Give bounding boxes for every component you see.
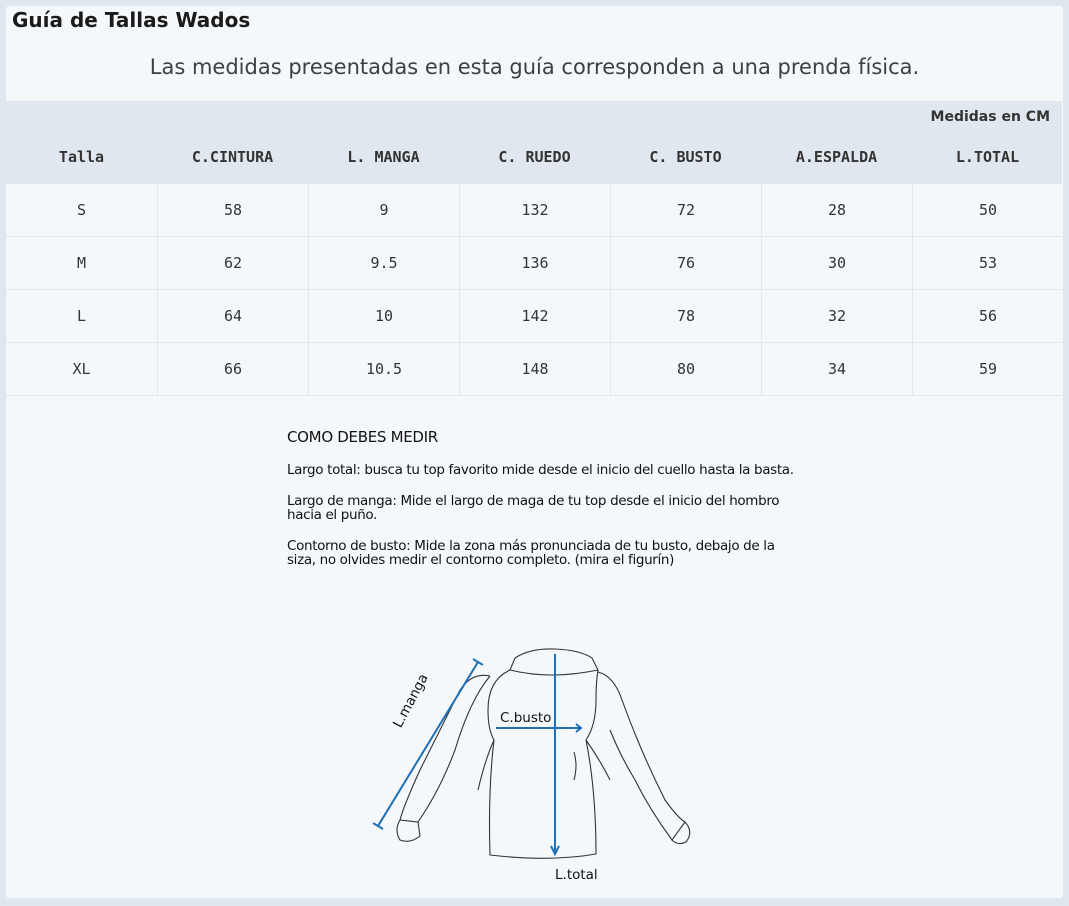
table-cell: L	[76, 307, 87, 325]
column-header: L. MANGA	[347, 148, 420, 166]
table-cell: 56	[912, 290, 1063, 342]
table-cell: 132	[459, 184, 610, 236]
table-cell: 9.5	[308, 237, 459, 289]
table-cell: 58	[157, 184, 308, 236]
table-cell: 64	[157, 290, 308, 342]
table-cell: M	[76, 254, 87, 272]
table-cell: 10.5	[308, 343, 459, 395]
table-header	[6, 101, 1062, 184]
table-cell: 50	[912, 184, 1063, 236]
total-length-label: L.total	[555, 867, 598, 883]
size-table	[6, 101, 1062, 396]
table-cell: 136	[459, 237, 610, 289]
table-cell: 80	[610, 343, 761, 395]
instruction-sleeve-length: Largo de manga: Mide el largo de maga de tu top desde el inicio del hombro hacia el puño.	[287, 493, 780, 523]
measurement-lines	[373, 654, 581, 854]
garment-figure	[360, 640, 710, 890]
table-cell: 10	[308, 290, 459, 342]
instruction-bust: Contorno de busto: Mide la zona más pronunciada de tu busto, debajo de la siza, no olvides medir el contorno completo. (mira el figurín)	[287, 538, 775, 568]
table-row	[6, 237, 1062, 290]
bust-label: C.busto	[500, 710, 552, 726]
column-header: A.ESPALDA	[795, 148, 878, 166]
garment-illustration	[360, 640, 710, 890]
table-cell: 34	[761, 343, 912, 395]
table-row	[6, 184, 1062, 237]
table-cell: 66	[157, 343, 308, 395]
table-cell: 28	[761, 184, 912, 236]
table-body	[6, 184, 1062, 396]
shirt-outline	[397, 649, 690, 858]
table-cell: XL	[72, 360, 91, 378]
page-title: Guía de Tallas Wados	[12, 8, 251, 32]
units-label: Medidas en CM	[930, 109, 1050, 125]
header-row	[6, 139, 1062, 175]
table-cell: 59	[912, 343, 1063, 395]
table-cell: 72	[610, 184, 761, 236]
table-cell: S	[76, 201, 87, 219]
sleeve-length-label: L.manga	[390, 671, 432, 731]
table-cell: 32	[761, 290, 912, 342]
table-cell: 76	[610, 237, 761, 289]
column-header: Talla	[58, 148, 105, 166]
table-cell: 78	[610, 290, 761, 342]
sleeve-measure-line	[378, 662, 478, 826]
table-cell: 30	[761, 237, 912, 289]
column-header: C. BUSTO	[649, 148, 722, 166]
page-subtitle: Las medidas presentadas en esta guía corresponden a una prenda física.	[149, 55, 920, 79]
table-row	[6, 343, 1062, 396]
table-cell: 62	[157, 237, 308, 289]
table-row	[6, 290, 1062, 343]
column-header: L.TOTAL	[955, 148, 1020, 166]
column-header: C.CINTURA	[191, 148, 274, 166]
column-header: C. RUEDO	[498, 148, 571, 166]
table-cell: 53	[912, 237, 1063, 289]
table-cell: 148	[459, 343, 610, 395]
table-cell: 9	[308, 184, 459, 236]
table-cell: 142	[459, 290, 610, 342]
measuring-instructions	[287, 428, 797, 584]
instruction-total-length: Largo total: busca tu top favorito mide desde el inicio del cuello hasta la basta.	[287, 462, 794, 478]
instructions-heading: COMO DEBES MEDIR	[287, 428, 438, 446]
